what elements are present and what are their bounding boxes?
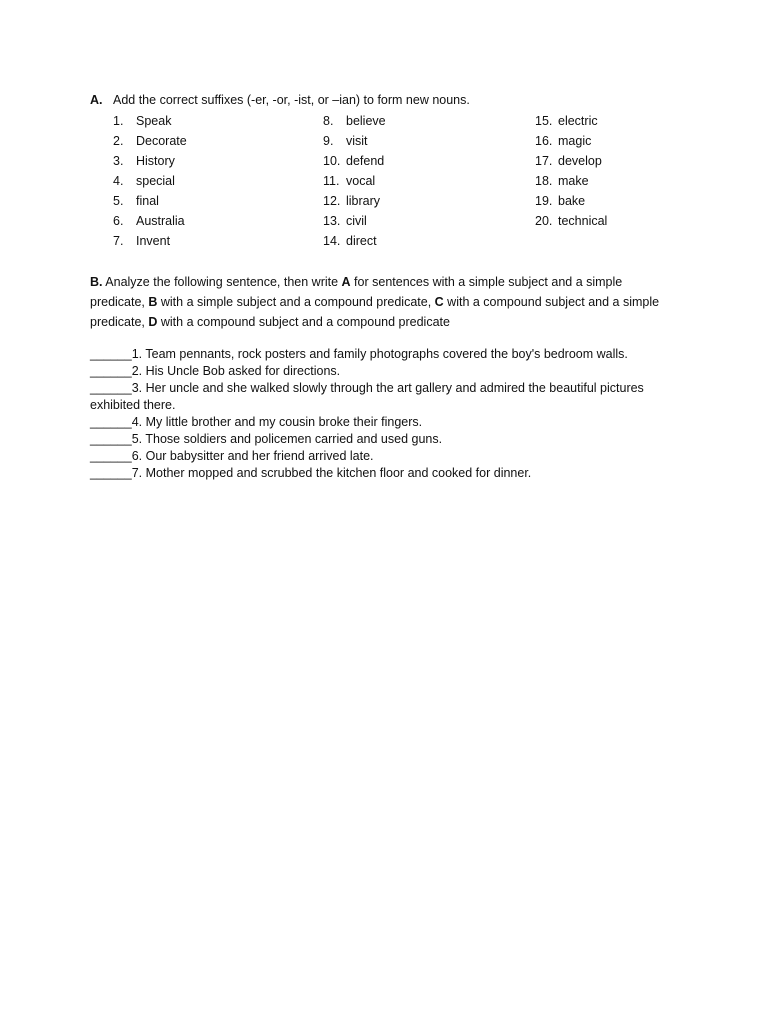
section-b-line-1 [90,272,680,292]
word-list-column-2 [323,113,386,253]
list-item [113,113,187,133]
item-number: 1. [113,114,124,128]
list-item [323,213,386,233]
sentence-item: ______5. Those soldiers and policemen carried and used guns. [90,432,443,446]
item-number: 11. [323,174,340,188]
section-a-instruction: Add the correct suffixes (-er, -or, -ist, or –ian) to form new nouns. [113,93,470,107]
list-item [535,153,607,173]
list-item [113,213,187,233]
sentence-item: ______4. My little brother and my cousin broke their fingers. [90,415,423,429]
section-b-line-3 [90,312,680,332]
item-number: 20. [535,214,553,228]
item-number: 13. [323,214,341,228]
instruction-text: Analyze the following sentence, then write [102,275,342,289]
item-number: 6. [113,214,124,228]
item-number: 14. [323,234,341,248]
section-b-line-2 [90,292,680,312]
sentence-continuation: exhibited there. [90,398,176,412]
item-number: 2. [113,134,124,148]
item-number: 9. [323,134,334,148]
item-word: believe [346,114,386,128]
list-item [323,153,386,173]
item-word: electric [558,114,598,128]
item-word: technical [558,214,608,228]
item-number: 4. [113,174,124,188]
list-item [535,173,607,193]
item-number: 18. [535,174,553,188]
list-item [323,113,386,133]
sentence-item: ______1. Team pennants, rock posters and family photographs covered the boy's bedroom walls. [90,347,628,361]
answer-key-b: B [148,295,158,309]
list-item [535,113,607,133]
sentence-item: ______7. Mother mopped and scrubbed the kitchen floor and cooked for dinner. [90,466,532,480]
item-word: defend [346,154,385,168]
list-item [535,193,607,213]
item-word: make [558,174,589,188]
list-item [535,133,607,153]
instruction-text: with a simple subject and a compound predicate, [157,295,435,309]
list-item [323,173,386,193]
instruction-text: for sentences with a simple subject and a simple [350,275,623,289]
item-word: civil [346,214,367,228]
list-item [323,193,386,213]
sentence-item [90,380,680,414]
instruction-text: with a compound subject and a simple [443,295,660,309]
word-list-column-1 [113,113,187,253]
list-item [323,133,386,153]
item-number: 3. [113,154,124,168]
instruction-text: predicate, [90,295,149,309]
item-word: Decorate [136,134,187,148]
item-word: magic [558,134,592,148]
list-item [535,213,607,233]
item-number: 8. [323,114,334,128]
item-word: develop [558,154,602,168]
section-a-heading [90,92,470,108]
item-word: library [346,194,381,208]
item-number: 16. [535,134,553,148]
list-item [113,133,187,153]
item-word: bake [558,194,586,208]
item-word: History [136,154,175,168]
item-number: 15. [535,114,553,128]
sentence-item: ______6. Our babysitter and her friend arrived late. [90,449,374,463]
sentence-text: ______3. Her uncle and she walked slowly through the art gallery and admired the beautiful pictures [90,381,644,395]
item-word: final [136,194,159,208]
item-number: 17. [535,154,553,168]
section-b-instructions [90,272,680,332]
item-word: visit [346,134,368,148]
sentence-item: ______2. His Uncle Bob asked for directions. [90,364,341,378]
item-word: vocal [346,174,376,188]
list-item [323,233,386,253]
section-b-letter: B. [90,275,103,289]
instruction-text: with a compound subject and a compound predicate [157,315,450,329]
item-word: Invent [136,234,171,248]
answer-key-a: A [341,275,351,289]
section-a-letter: A. [90,93,103,107]
item-number: 19. [535,194,553,208]
list-item [113,153,187,173]
item-number: 12. [323,194,341,208]
list-item [113,233,187,253]
item-word: direct [346,234,377,248]
word-list-column-3 [535,113,607,233]
item-number: 7. [113,234,124,248]
item-word: Speak [136,114,172,128]
item-number: 10. [323,154,341,168]
item-word: Australia [136,214,185,228]
answer-key-d: D [148,315,158,329]
list-item [113,193,187,213]
sentence-list [90,346,680,482]
item-number: 5. [113,194,124,208]
list-item [113,173,187,193]
instruction-text: predicate, [90,315,149,329]
answer-key-c: C [434,295,444,309]
item-word: special [136,174,175,188]
